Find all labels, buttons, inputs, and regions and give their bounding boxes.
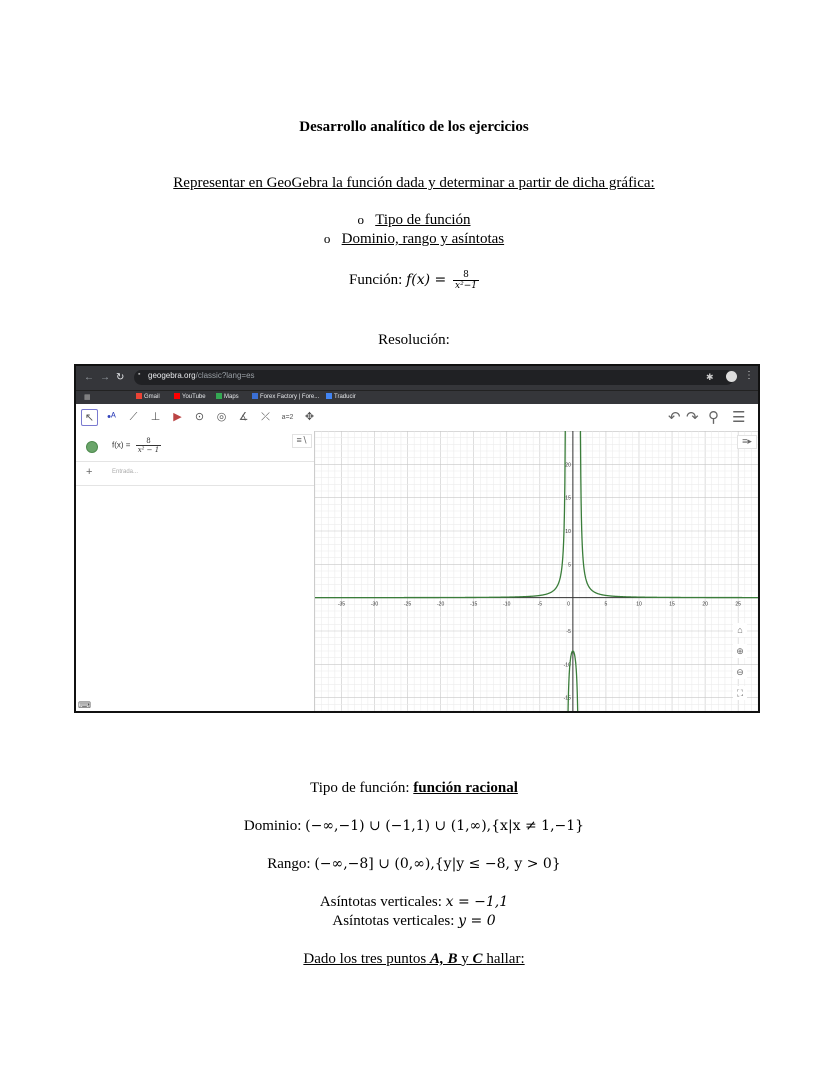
geogebra-toolbar	[76, 404, 758, 432]
visibility-toggle-icon[interactable]	[86, 441, 98, 453]
algebra-input[interactable]: Entrada...	[112, 469, 139, 475]
x-tick-label: -30	[370, 601, 379, 608]
hamburger-menu-icon[interactable]: ☰	[732, 409, 746, 426]
x-tick-label: -35	[337, 601, 346, 608]
x-tick-label: 15	[669, 601, 675, 608]
function-fraction: $\frac{8}{\text{x²−1}}$	[455, 270, 477, 292]
y-tick-label: -5	[566, 629, 571, 635]
zoom-in-icon[interactable]: ⊕	[733, 644, 747, 658]
algebra-style-menu-icon[interactable]: ≡∖	[292, 434, 312, 448]
angle-tool-icon[interactable]: ∡	[238, 411, 249, 423]
x-tick-label: 10	[636, 601, 642, 608]
next-exercise-heading: Dado los tres puntos A, B y C hallar:	[303, 951, 525, 967]
function-type-line: Tipo de función: función racional	[310, 780, 518, 796]
forward-icon[interactable]: →	[100, 372, 110, 383]
domain-line: Dominio: (−∞,−1) ∪ (−1,1) ∪ (1,∞),{x|x ≠ 1,−1}	[243, 818, 585, 834]
ellipse-tool-icon[interactable]: ◎	[216, 411, 227, 423]
point-tool-icon[interactable]: •ᴬ	[107, 411, 116, 423]
range-line: Rango: (−∞,−8] ∪ (0,∞),{y|y ≤ −8, y > 0}	[267, 856, 561, 872]
x-tick-label: -10	[503, 601, 511, 608]
polygon-tool-icon[interactable]: ▶	[173, 411, 182, 423]
x-tick-label: 25	[735, 601, 741, 608]
geogebra-screenshot	[74, 364, 760, 713]
add-icon[interactable]: +	[86, 466, 93, 478]
circle-tool-icon[interactable]: ⊙	[194, 411, 205, 423]
extension-icon[interactable]: ✱	[706, 372, 714, 382]
address-bar[interactable]	[134, 370, 734, 385]
y-tick-label: -10	[563, 662, 571, 669]
gmail-icon	[136, 393, 142, 399]
graphics-style-menu-icon[interactable]: ≡▸	[737, 435, 757, 449]
perpendicular-tool-icon[interactable]: ⊥	[150, 411, 161, 423]
profile-avatar[interactable]	[726, 371, 737, 382]
line-tool-icon[interactable]: ⟋	[129, 411, 138, 423]
url-host: geogebra.org	[148, 371, 196, 380]
vertical-asymptotes-line: Asíntotas verticales: x = −1,1	[319, 894, 509, 910]
zoom-out-icon[interactable]: ⊖	[733, 665, 747, 679]
bookmark-maps[interactable]: Maps	[216, 393, 239, 400]
resolution-label: Resolución:	[378, 332, 450, 348]
x-tick-label: 5	[604, 601, 608, 608]
function-plot	[315, 431, 758, 711]
bookmark-youtube[interactable]: YouTube	[174, 393, 206, 400]
reflect-tool-icon[interactable]: ⤫	[261, 411, 270, 423]
bookmark-forex[interactable]: Forex Factory | Fore...	[252, 393, 319, 400]
reload-icon[interactable]: ↻	[116, 372, 125, 383]
instruction-text: Representar en GeoGebra la función dada y determinar a partir de dicha gráfica:	[173, 175, 655, 191]
bullet-item-type: o Tipo de función	[357, 212, 471, 228]
slider-tool-icon[interactable]: a=2	[281, 414, 294, 421]
x-tick-label: 20	[702, 601, 708, 608]
curve-branch-right	[580, 431, 758, 598]
y-tick-label: -15	[563, 695, 571, 702]
back-icon[interactable]: ←	[84, 372, 94, 383]
bookmarks-bar	[76, 390, 758, 405]
url-path: /classic?lang=es	[195, 371, 255, 380]
fullscreen-icon[interactable]: ⛶	[733, 686, 747, 700]
browser-toolbar	[76, 366, 758, 390]
x-tick-label: -20	[437, 601, 445, 608]
y-tick-label: 15	[565, 495, 571, 502]
translate-icon	[326, 393, 332, 399]
algebra-function-entry[interactable]: f(x) = $\frac{8}{\text{x² − 1}}$	[112, 437, 160, 454]
move-view-tool-icon[interactable]: ✥	[304, 411, 315, 423]
bullet-item-domain: o Dominio, rango y asíntotas	[323, 231, 505, 247]
graphics-view[interactable]	[315, 431, 758, 711]
forex-icon	[252, 393, 258, 399]
undo-icon[interactable]: ↶	[668, 409, 681, 426]
horizontal-asymptote-line: Asíntotas verticales: y = 0	[332, 913, 496, 929]
algebra-view	[76, 431, 315, 713]
search-icon[interactable]: ⚲	[708, 409, 719, 426]
algebra-row-fx[interactable]	[76, 431, 314, 462]
x-tick-label: -25	[403, 601, 412, 608]
home-icon[interactable]: ⌂	[733, 623, 747, 637]
maps-icon	[216, 393, 222, 399]
menu-dots-icon[interactable]: ⋮	[744, 370, 754, 381]
redo-icon[interactable]: ↷	[686, 409, 699, 426]
document-title: Desarrollo analítico de los ejercicios	[299, 119, 529, 135]
origin-label: 0	[567, 601, 570, 608]
bookmark-gmail[interactable]: Gmail	[136, 393, 160, 400]
y-tick-label: 20	[565, 462, 571, 469]
y-tick-label: 10	[565, 529, 571, 535]
keyboard-icon[interactable]: ⌨	[78, 700, 91, 710]
x-tick-label: -5	[537, 601, 543, 608]
lock-icon: ▪	[138, 371, 141, 378]
algebra-input-row[interactable]	[76, 461, 314, 486]
move-tool-icon[interactable]: ↖	[81, 409, 98, 426]
y-tick-label: 5	[568, 562, 571, 569]
x-tick-label: -15	[470, 601, 478, 608]
apps-icon[interactable]: ▦	[84, 394, 91, 401]
bookmark-traducir[interactable]: Traducir	[326, 393, 356, 400]
youtube-icon	[174, 393, 180, 399]
function-definition: Función: f(x) = $\frac{8}{\text{x²−1}}$	[349, 270, 477, 292]
